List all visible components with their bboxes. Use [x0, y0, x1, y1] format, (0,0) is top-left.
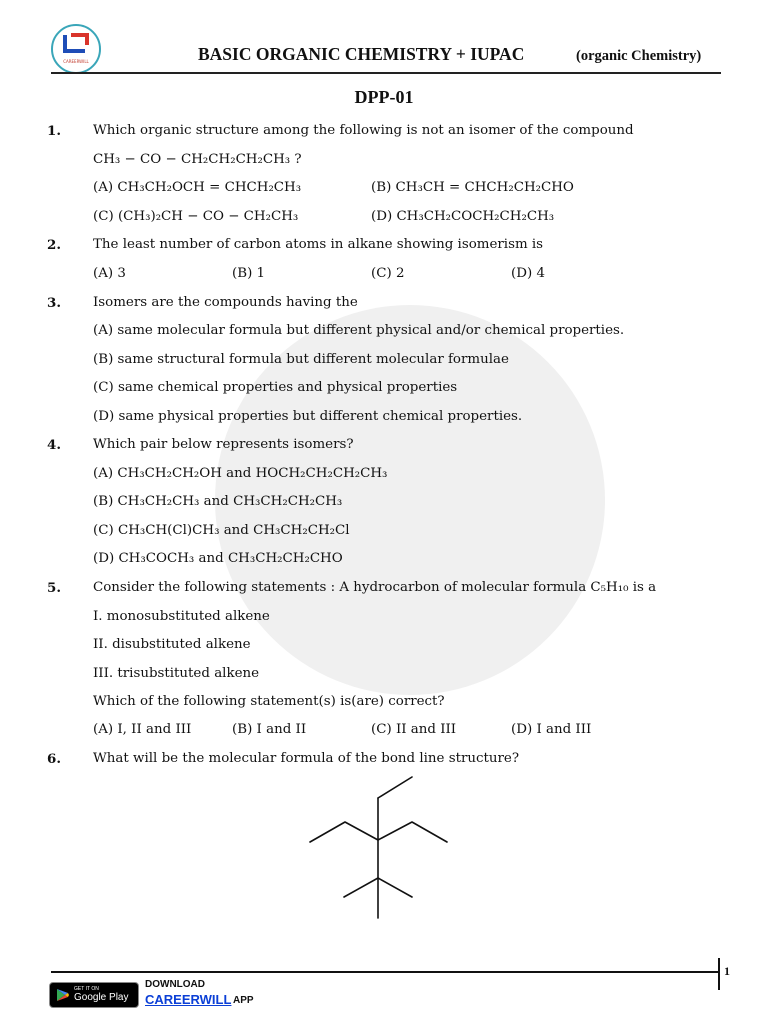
header-divider: [51, 72, 721, 74]
option-b: (B) same structural formula but different molecular formulae: [93, 352, 509, 367]
badge-small-text: GET IT ON: [74, 986, 99, 992]
question-number: 5.: [47, 580, 61, 596]
google-play-badge[interactable]: [49, 982, 139, 1008]
download-label: DOWNLOAD: [145, 979, 205, 990]
play-store-icon: [56, 988, 70, 1002]
question-text: Consider the following statements : A hydrocarbon of molecular formula C₅H₁₀ is a: [93, 580, 657, 595]
option-d: (D) CH₃CH₂COCH₂CH₂CH₃: [371, 209, 555, 224]
question-number: 3.: [47, 295, 61, 311]
statement-item: III. trisubstituted alkene: [93, 666, 260, 681]
question-text: What will be the molecular formula of the bond line structure?: [93, 751, 519, 766]
question-formula: CH₃ − CO − CH₂CH₂CH₂CH₃ ?: [93, 152, 302, 167]
option-c: (C) CH₃CH(Cl)CH₃ and CH₃CH₂CH₂Cl: [93, 523, 350, 538]
statement-item: II. disubstituted alkene: [93, 637, 251, 652]
question-text: The least number of carbon atoms in alkane showing isomerism is: [93, 237, 544, 252]
bond-line-structure: [300, 772, 460, 932]
badge-store-name: Google Play: [74, 992, 129, 1003]
statement-item: I. monosubstituted alkene: [93, 609, 270, 624]
option-b: (B) CH₃CH₂CH₃ and CH₃CH₂CH₂CH₃: [93, 494, 343, 509]
option-b: (B) CH₃CH = CHCH₂CH₂CHO: [371, 180, 574, 195]
option-b: (B) 1: [232, 266, 266, 281]
logo-caption: CAREERWILL: [63, 59, 89, 64]
footer-page-marker: [718, 958, 720, 990]
option-c: (C) same chemical properties and physical properties: [93, 380, 458, 395]
question-prompt: Which of the following statement(s) is(are) correct?: [93, 694, 445, 709]
option-b: (B) I and II: [232, 722, 307, 737]
logo-mark-icon: [59, 31, 93, 59]
question-text: Which organic structure among the following is not an isomer of the compound: [93, 123, 634, 138]
option-a: (A) CH₃CH₂CH₂OH and HOCH₂CH₂CH₂CH₃: [93, 466, 388, 481]
sheet-title: DPP-01: [354, 87, 414, 107]
option-a: (A) I, II and III: [93, 722, 192, 737]
option-c: (C) II and III: [371, 722, 457, 737]
question-number: 6.: [47, 751, 61, 767]
page-header-title: BASIC ORGANIC CHEMISTRY + IUPAC: [198, 44, 525, 64]
option-d: (D) 4: [511, 266, 545, 281]
footer-divider: [51, 971, 719, 973]
option-d: (D) CH₃COCH₃ and CH₃CH₂CH₂CHO: [93, 551, 343, 566]
option-a: (A) same molecular formula but different physical and/or chemical properties.: [93, 323, 625, 338]
question-text: Which pair below represents isomers?: [93, 437, 354, 452]
option-d: (D) I and III: [511, 722, 592, 737]
option-d: (D) same physical properties but different chemical properties.: [93, 409, 523, 424]
option-a: (A) CH₃CH₂OCH = CHCH₂CH₃: [93, 180, 302, 195]
option-c: (C) (CH₃)₂CH − CO − CH₂CH₃: [93, 209, 299, 224]
page-header-subtitle: (organic Chemistry): [576, 48, 702, 64]
question-number: 1.: [47, 123, 61, 139]
question-number: 4.: [47, 437, 61, 453]
careerwill-app-link[interactable]: CAREERWILL: [145, 992, 232, 1007]
page-number: 1: [724, 964, 730, 978]
careerwill-logo: [51, 24, 101, 74]
question-text: Isomers are the compounds having the: [93, 295, 358, 310]
question-number: 2.: [47, 237, 61, 253]
option-a: (A) 3: [93, 266, 126, 281]
app-label: APP: [233, 995, 254, 1006]
option-c: (C) 2: [371, 266, 405, 281]
